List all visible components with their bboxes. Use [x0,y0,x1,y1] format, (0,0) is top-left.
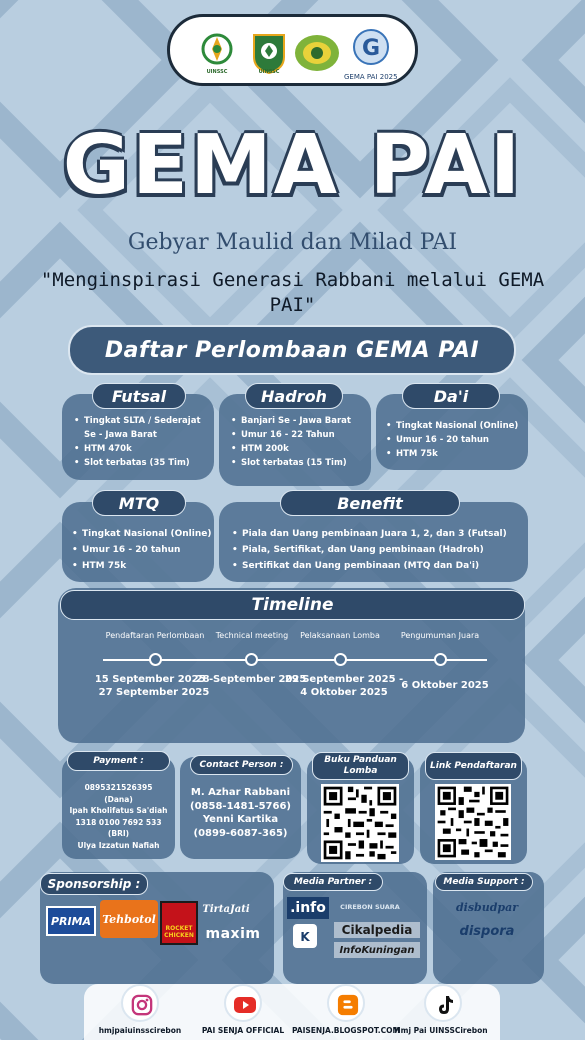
cirebon-suara-logo: CIREBON SUARA [340,903,400,911]
dispora-logo: dispora [459,923,515,939]
maxim-logo: maxim [205,926,261,942]
prima-logo: PRIMA [46,906,96,936]
logo-bar [167,14,418,86]
media-partner-title: Media Partner : [283,873,383,891]
blogger-label[interactable]: PAISENJA.BLOGSPOT.COM [292,1026,400,1035]
timeline-dot [245,653,258,666]
contact-line: (0858-1481-5766) [190,800,291,812]
list-item: • Umur 16 - 20 tahun [386,433,524,447]
benefit-details [232,526,522,574]
tiktok-icon [435,994,455,1016]
timeline-step-label: Pengumuman Juara [400,631,480,640]
timeline-dot [149,653,162,666]
infokuningan-logo: InfoKuningan [334,942,420,958]
tiktok-button[interactable] [424,984,462,1022]
payment-line: 1318 0100 7692 533 [75,817,162,827]
dai-title: Da'i [402,383,500,409]
disbudpar-logo: disbudpar [455,900,519,914]
blogger-icon [337,994,359,1016]
payment-line: Ulya Izzatun Nafiah [77,840,160,850]
guide-qr-code[interactable] [321,784,399,862]
benefit-title: Benefit [280,490,460,516]
cikalpedia-logo: Cikalpedia [334,922,420,938]
timeline-step-date: 6 Oktober 2025 [401,680,489,691]
guide-title: Buku Panduan Lomba [312,752,409,780]
contact-line: M. Azhar Rabbani [190,787,291,798]
contact-line: (0899-6087-365) [193,827,288,839]
timeline-step-date: 29 September 2025 - 4 Oktober 2025 [284,674,404,698]
dai-details [386,419,524,461]
list-item: • Umur 16 - 22 Tahun [231,428,369,442]
timeline-dot [334,653,347,666]
register-qr-code[interactable] [435,784,511,860]
timeline-step-date: 28 September 2025 [195,674,307,685]
list-item: • Slot terbatas (35 Tim) [74,456,212,470]
payment-line: Ipah Kholifatus Sa'diah [69,806,168,815]
tagline: "Menginspirasi Generasi Rabbani melalui GEMA PAI" [40,269,545,316]
list-item: • Piala, Sertifikat, dan Uang pembinaan (Hadroh) [232,542,522,558]
uinssc-shield-caption: UINSSC [258,69,280,75]
hadroh-details [231,414,369,470]
list-item: • Tingkat SLTA / Sederajat Se - Jawa Barat [74,414,212,442]
subtitle: Gebyar Maulid dan Milad PAI [127,230,458,255]
payment-title: Payment : [67,751,170,771]
mtq-title: MTQ [92,490,186,516]
mtq-details [72,526,212,574]
media-partner-badge-icon [292,923,318,949]
payment-line: (Dana) [104,794,133,804]
tehbotol-logo: Tehbotol [100,900,158,938]
register-title: Link Pendaftaran [425,752,522,780]
list-item: • Tingkat Nasional (Online) [386,419,524,433]
svg-text:K: K [300,930,310,944]
timeline-title: Timeline [60,590,525,620]
payment-details [62,782,175,851]
gema-pai-caption: GEMA PAI 2025 [344,73,398,81]
svg-text:G: G [361,36,381,61]
main-title: GEMA PAI [62,118,523,213]
tirtajati-logo: TirtaJati [202,903,250,915]
gema-pai-logo [346,25,396,75]
sponsorship-title: Sponsorship : [40,873,148,895]
tiktok-label[interactable]: Hmj Pai UINSSCirebon [394,1026,488,1035]
instagram-icon [131,994,153,1016]
list-item: • Umur 16 - 20 tahun [72,542,212,558]
timeline-step-label: Technical meeting [215,631,289,640]
payment-line: (BRI) [107,829,130,838]
list-item: • HTM 75k [386,447,524,461]
hmj-pai-logo [292,27,342,77]
payment-line: 0895321526395 [84,783,153,792]
media-support-title: Media Support : [435,873,533,891]
rocket-chicken-logo: ROCKET CHICKEN [160,901,198,945]
list-item: • HTM 470k [74,442,212,456]
timeline-step-label: Pendaftaran Perlombaan [105,631,205,640]
youtube-label[interactable]: PAI SENJA OFFICIAL [201,1026,285,1035]
contact-details [180,786,301,840]
blogger-button[interactable] [327,984,365,1022]
list-item: • Piala dan Uang pembinaan Juara 1, 2, dan 3 (Futsal) [232,526,522,542]
instagram-button[interactable] [121,984,159,1022]
instagram-label[interactable]: hmjpaiuinsscirebon [98,1026,182,1035]
uinssc-caption: UINSSC [206,69,228,75]
list-item: • HTM 75k [72,558,212,574]
info-logo: .info [287,897,329,919]
list-item: • Slot terbatas (15 Tim) [231,456,369,470]
contact-title: Contact Person : [190,755,293,775]
hadroh-title: Hadroh [245,383,343,409]
timeline-step-date: 15 September 2025 - 27 September 2025 [94,674,214,698]
list-item: • Tingkat Nasional (Online) [72,526,212,542]
list-item: • Sertifikat dan Uang pembinaan (MTQ dan Da'i) [232,558,522,574]
futsal-title: Futsal [92,383,186,409]
list-item: • HTM 200k [231,442,369,456]
timeline-dot [434,653,447,666]
competition-list-banner: Daftar Perlombaan GEMA PAI [68,325,516,375]
timeline-step-label: Pelaksanaan Lomba [300,631,380,640]
contact-line: Yenni Kartika [202,814,279,825]
youtube-icon [233,995,257,1015]
list-item: • Banjari Se - Jawa Barat [231,414,369,428]
futsal-details [74,414,212,470]
youtube-button[interactable] [224,984,262,1022]
